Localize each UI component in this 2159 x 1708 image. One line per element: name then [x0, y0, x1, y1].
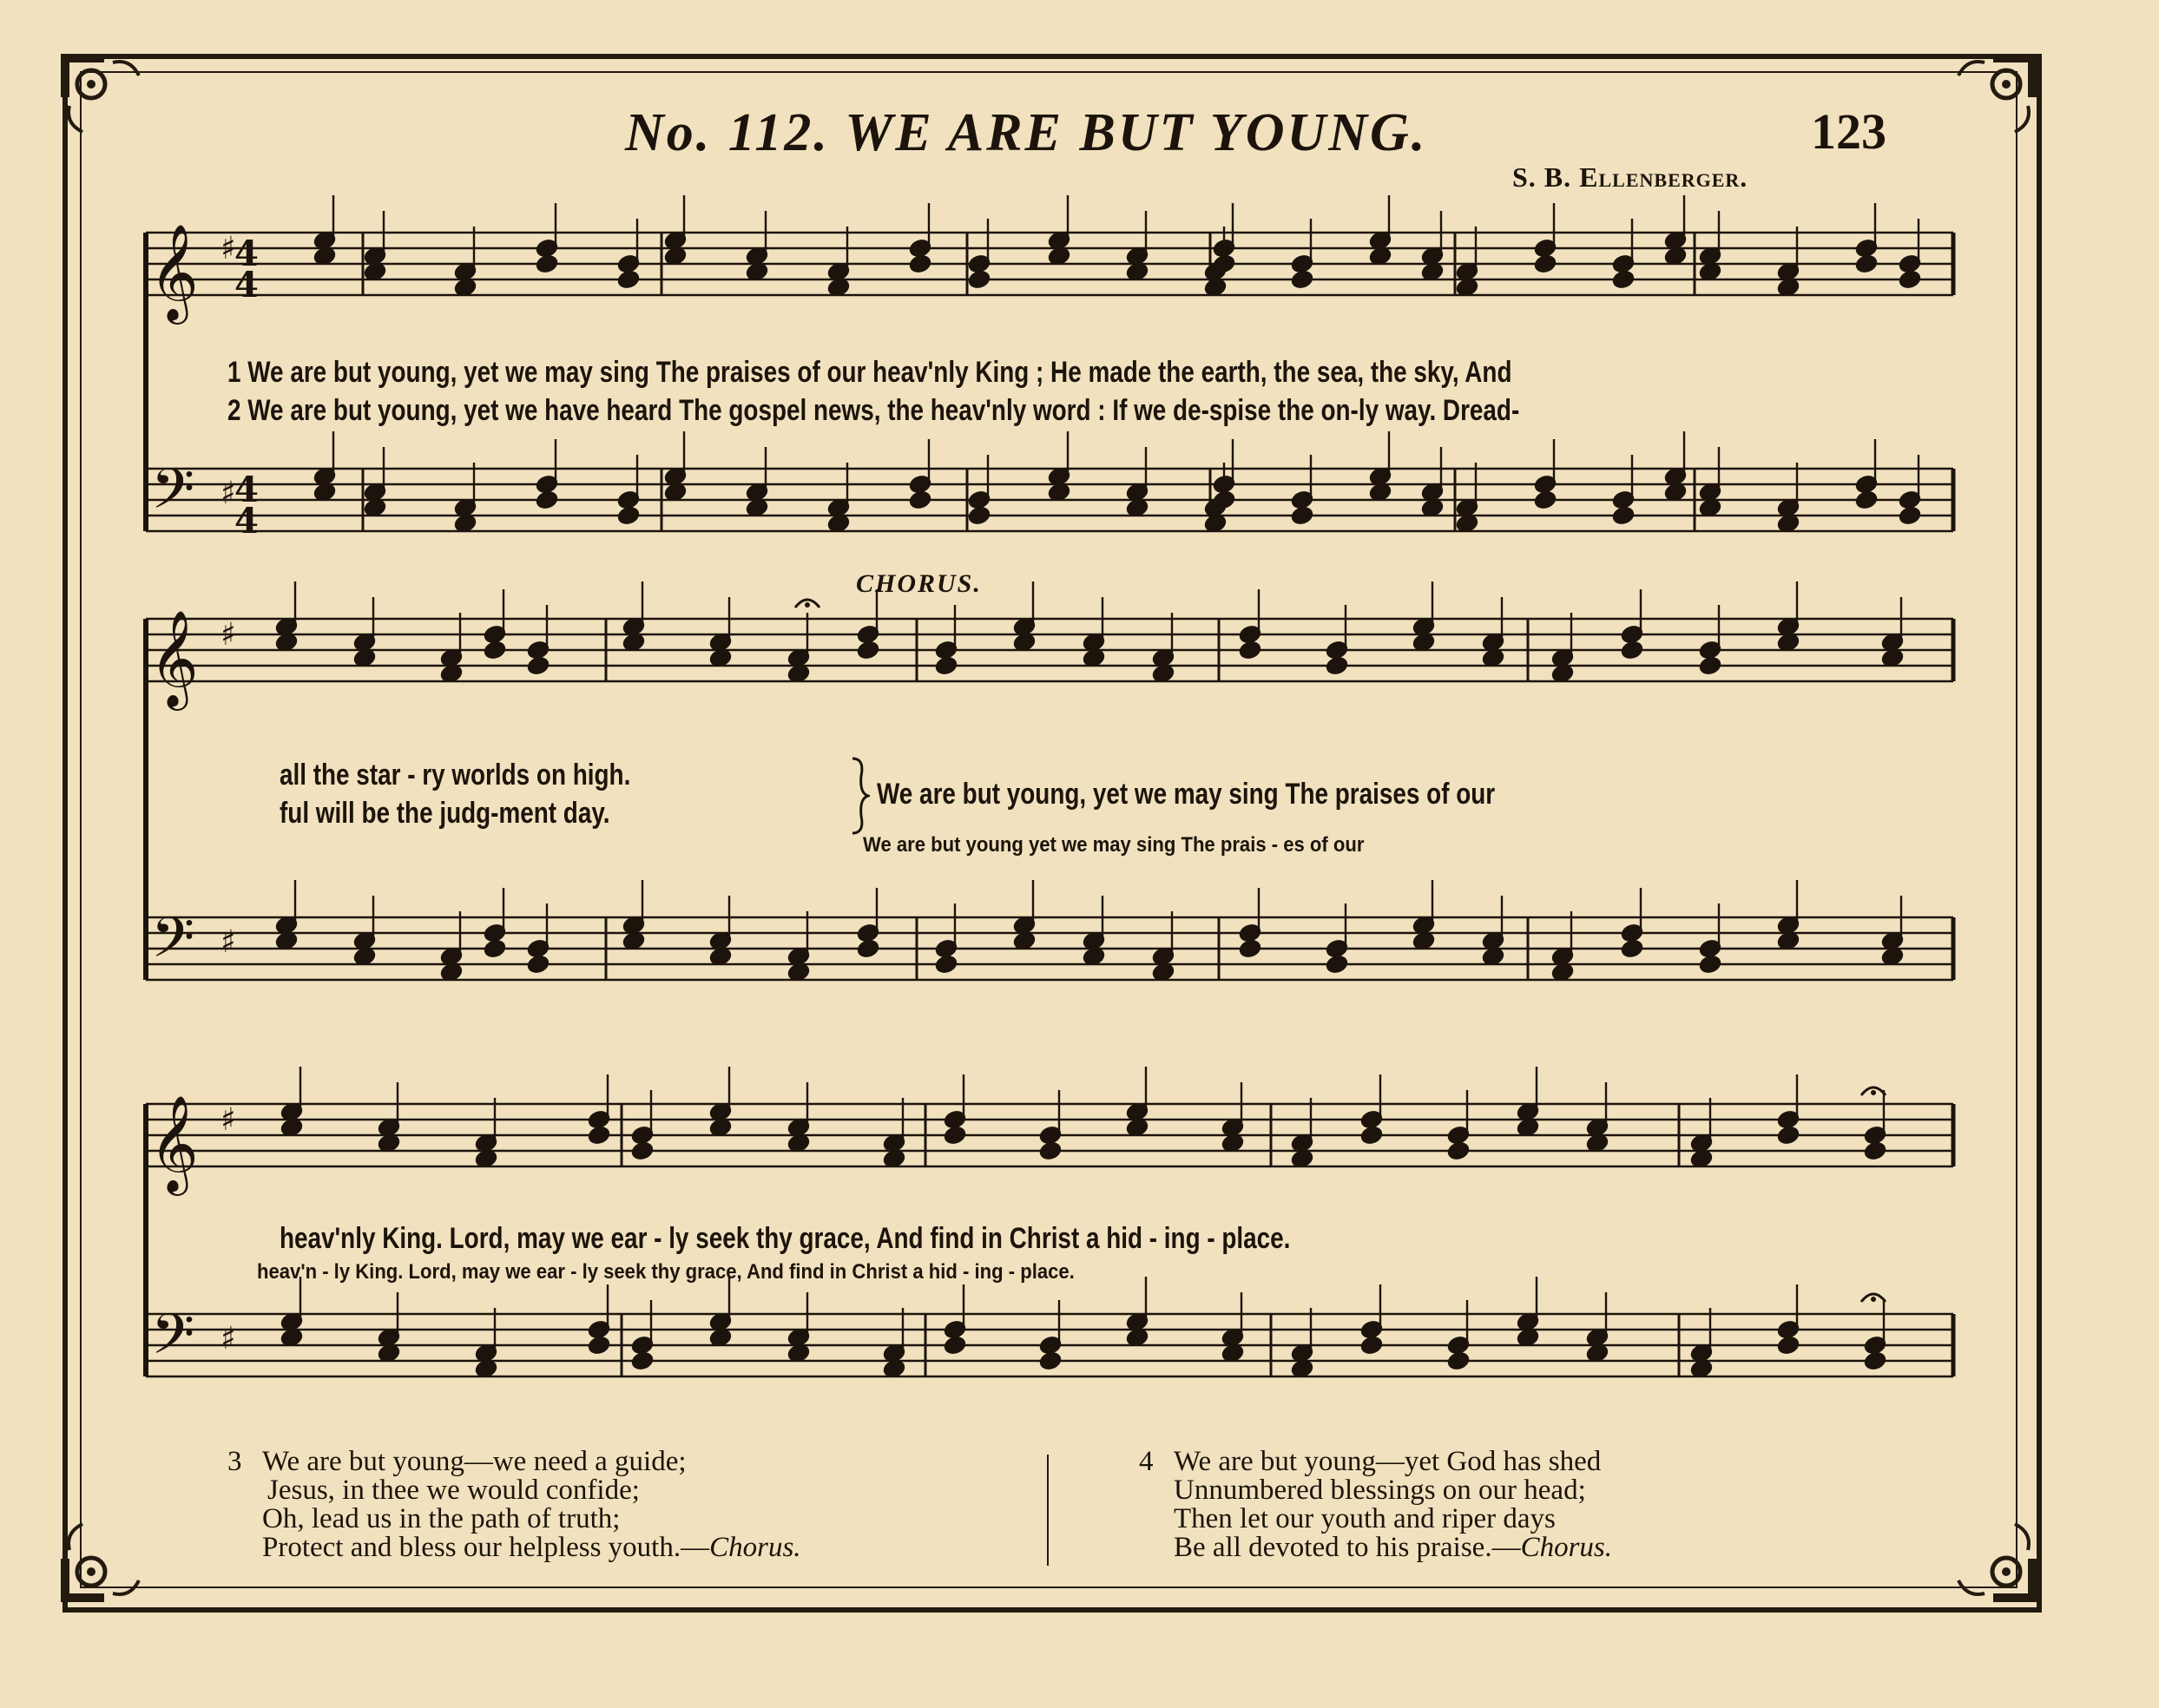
notehead [1447, 1351, 1470, 1371]
notehead [631, 1351, 654, 1371]
time-signature-bottom: 4 [234, 501, 259, 542]
notehead [857, 640, 879, 660]
verse-line: We are but young—we need a guide; [262, 1446, 687, 1477]
fermata-icon [805, 602, 810, 608]
notehead [1291, 270, 1313, 290]
notehead [1612, 270, 1635, 290]
notehead [617, 270, 640, 290]
treble-clef-icon: 𝄞 [149, 609, 199, 706]
notehead [935, 656, 958, 676]
notehead [935, 955, 958, 975]
notehead [1239, 640, 1261, 660]
notehead [1039, 1141, 1062, 1161]
verse-line [262, 1534, 801, 1562]
notehead [1699, 656, 1721, 676]
notehead [631, 1141, 654, 1161]
notehead [1360, 1336, 1383, 1356]
notehead [1864, 1141, 1886, 1161]
notehead [1777, 1126, 1800, 1146]
bass-clef-icon: 𝄢 [151, 906, 195, 984]
notehead [617, 506, 640, 526]
verse-line: Unnumbered blessings on our head; [1174, 1475, 1586, 1506]
chorus-heading: CHORUS. [856, 569, 982, 598]
lyrics-verse-1-line-2: all the star - ry worlds on high. [280, 759, 631, 792]
notehead [909, 254, 931, 274]
brace-icon [849, 757, 870, 835]
chorus-reference: Chorus. [709, 1532, 801, 1563]
verse-line: Then let our youth and riper days [1174, 1503, 1556, 1534]
chorus-reference: Chorus. [1520, 1532, 1613, 1563]
notehead [1326, 656, 1348, 676]
composer-credit: S. B. Ellenberger. [1512, 161, 1748, 193]
notehead [1447, 1141, 1470, 1161]
page-number: 123 [1811, 103, 1886, 160]
notehead [968, 506, 991, 526]
bass-clef-icon: 𝄢 [151, 457, 195, 535]
notehead [1360, 1126, 1383, 1146]
notehead [527, 656, 550, 676]
time-signature-bottom: 4 [234, 265, 259, 305]
lyrics-chorus-line-2: heav'nly King. Lord, may we ear - ly seek thy grace, And find in Christ a hid - ing - place. [280, 1222, 1291, 1255]
notehead [1899, 270, 1921, 290]
notehead [1855, 254, 1878, 274]
notehead [1864, 1351, 1886, 1371]
notehead [1855, 490, 1878, 510]
fermata-icon [1871, 1297, 1876, 1302]
lyrics-verse-1-line-1: 1 We are but young, yet we may sing The praises of our heav'nly King ; He made the earth, the sea, the sky, And [227, 356, 1512, 389]
lyrics-bass-chorus-line-2: heav'n - ly King. Lord, may we ear - ly seek thy grace, And find in Christ a hid - ing - place. [257, 1260, 1075, 1284]
notehead [1621, 640, 1643, 660]
key-signature-sharp-icon: ♯ [221, 476, 236, 511]
verse-line [1174, 1534, 1612, 1562]
notehead [1239, 939, 1261, 959]
key-signature-sharp-icon: ♯ [221, 617, 236, 653]
notehead [1534, 254, 1557, 274]
notehead [1039, 1351, 1062, 1371]
notehead [1534, 490, 1557, 510]
key-signature-sharp-icon: ♯ [221, 1102, 236, 1138]
key-signature-sharp-icon: ♯ [221, 1321, 236, 1357]
notehead [588, 1126, 610, 1146]
notehead [536, 254, 558, 274]
lyrics-verse-2-line-2: ful will be the judg-ment day. [280, 797, 610, 830]
time-signature-top: 4 [234, 233, 259, 274]
lyrics-chorus-line-1: We are but young, yet we may sing The praises of our [877, 778, 1496, 811]
notehead [527, 955, 550, 975]
verse-line-text: Be all devoted to his praise.— [1174, 1532, 1521, 1563]
notehead [1699, 955, 1721, 975]
verse-line: Jesus, in thee we would confide; [267, 1475, 640, 1506]
notehead [536, 490, 558, 510]
notehead [1621, 939, 1643, 959]
verse-line: We are but young—yet God has shed [1174, 1446, 1602, 1477]
verse-3 [227, 1446, 801, 1563]
bass-clef-icon: 𝄢 [151, 1303, 195, 1381]
notehead [1291, 506, 1313, 526]
notehead [857, 939, 879, 959]
key-signature-sharp-icon: ♯ [221, 924, 236, 960]
notehead [484, 640, 506, 660]
notehead [968, 270, 991, 290]
notehead [588, 1336, 610, 1356]
verse-4 [1139, 1446, 1613, 1563]
treble-clef-icon: 𝄞 [149, 1094, 199, 1192]
verse-number: 3 [227, 1446, 242, 1477]
lyrics-verse-2-line-1: 2 We are but young, yet we have heard The gospel news, the heav'nly word : If we de-spise the on-ly way. Dread- [227, 394, 1520, 427]
verse-line: Oh, lead us in the path of truth; [262, 1503, 621, 1534]
notehead [484, 939, 506, 959]
notehead [1612, 506, 1635, 526]
time-signature-top: 4 [234, 470, 259, 510]
notehead [909, 490, 931, 510]
hymn-title: No. 112. WE ARE BUT YOUNG. [625, 103, 1428, 162]
treble-clef-icon: 𝄞 [149, 223, 199, 320]
notehead [1777, 1336, 1800, 1356]
notehead [1326, 955, 1348, 975]
notehead [944, 1126, 966, 1146]
verse-line-text: Protect and bless our helpless youth.— [262, 1532, 710, 1563]
verse-divider [1047, 1455, 1049, 1566]
verse-number: 4 [1139, 1446, 1154, 1477]
lyrics-bass-chorus-line-1: We are but young yet we may sing The prais - es of our [863, 833, 1365, 857]
notehead [1899, 506, 1921, 526]
key-signature-sharp-icon: ♯ [221, 231, 236, 266]
notehead [944, 1336, 966, 1356]
fermata-icon [1871, 1090, 1876, 1095]
